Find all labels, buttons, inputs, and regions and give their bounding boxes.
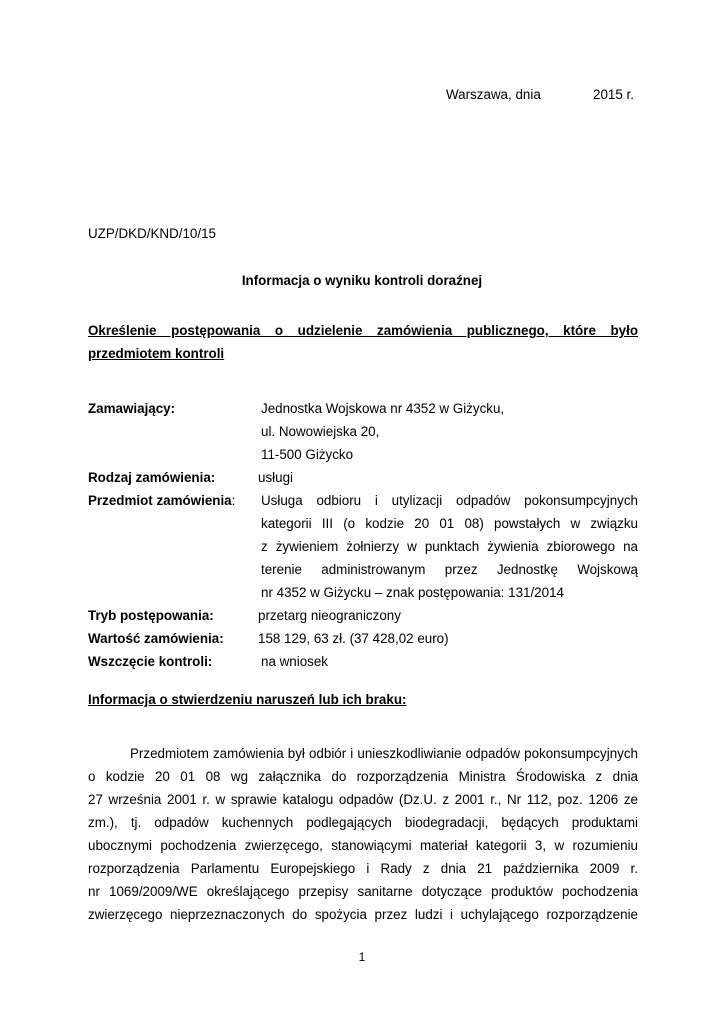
- przedmiot-line-3: z żywieniem żołnierzy w punktach żywienia zbiorowego na: [261, 539, 638, 554]
- page-number: 1: [358, 950, 366, 964]
- przedmiot-line-2: kategorii III (o kodzie 20 01 08) powstałych w związku: [261, 516, 638, 531]
- reference-number: UZP/DKD/KND/10/15: [88, 226, 216, 241]
- zamawiajacy-line-2: ul. Nowowiejska 20,: [261, 424, 380, 439]
- przedmiot-label: Przedmiot zamówienia: [88, 493, 232, 508]
- paragraph-line-7: nr 1069/2009/WE określającego przepisy sanitarne dotyczące produktów pochodzenia: [88, 884, 638, 899]
- section-heading-line-1: Określenie postępowania o udzielenie zamówienia publicznego, które było: [88, 323, 638, 338]
- section2-heading: Informacja o stwierdzeniu naruszeń lub ich braku:: [88, 692, 407, 707]
- przedmiot-line-5: nr 4352 w Giżycku – znak postępowania: 131/2014: [261, 585, 564, 600]
- paragraph-line-2: o kodzie 20 01 08 wg załącznika do rozporządzenia Ministra Środowiska z dnia: [88, 769, 638, 784]
- document-title: Informacja o wyniku kontroli doraźnej: [241, 273, 483, 288]
- zamawiajacy-line-1: Jednostka Wojskowa nr 4352 w Giżycku,: [261, 401, 505, 416]
- wszczecie-value: na wniosek: [261, 654, 328, 669]
- tryb-value: przetarg nieograniczony: [258, 608, 401, 623]
- przedmiot-line-4: terenie administrowanym przez Jednostkę Wojskową: [261, 562, 638, 577]
- wartosc-label: Wartość zamówienia:: [88, 631, 224, 646]
- paragraph-line-5: ubocznymi pochodzenia zwierzęcego, stanowiącymi materiał kategorii 3, w rozumieniu: [88, 838, 638, 853]
- paragraph-line-8: zwierzęcego nieprzeznaczonych do spożycia przez ludzi i uchylającego rozporządzenie: [88, 907, 638, 922]
- zamawiajacy-label: Zamawiający:: [88, 401, 176, 416]
- rodzaj-label: Rodzaj zamówienia:: [88, 470, 216, 485]
- section-heading-line-2: przedmiotem kontroli: [88, 346, 225, 361]
- przedmiot-colon: :: [231, 493, 236, 508]
- date-year: 2015 r.: [593, 87, 634, 102]
- przedmiot-label-wrapper: [88, 493, 235, 508]
- rodzaj-value: usługi: [258, 470, 293, 485]
- wszczecie-label: Wszczęcie kontroli:: [88, 654, 213, 669]
- paragraph-line-1: Przedmiotem zamówienia był odbiór i unieszkodliwianie odpadów pokonsumpcyjnych: [130, 746, 638, 761]
- tryb-label: Tryb postępowania:: [88, 608, 214, 623]
- przedmiot-line-1: Usługa odbioru i utylizacji odpadów pokonsumpcyjnych: [261, 493, 638, 508]
- wartosc-value: 158 129, 63 zł. (37 428,02 euro): [258, 631, 449, 646]
- zamawiajacy-line-3: 11-500 Giżycko: [261, 447, 354, 462]
- place-date-label: Warszawa, dnia: [446, 87, 541, 102]
- paragraph-line-3: 27 września 2001 r. w sprawie katalogu odpadów (Dz.U. z 2001 r., Nr 112, poz. 1206 ze: [88, 792, 638, 807]
- paragraph-line-6: rozporządzenia Parlamentu Europejskiego i Rady z dnia 21 października 2009 r.: [88, 861, 638, 876]
- paragraph-line-4: zm.), tj. odpadów kuchennych podlegających biodegradacji, będących produktami: [88, 815, 638, 830]
